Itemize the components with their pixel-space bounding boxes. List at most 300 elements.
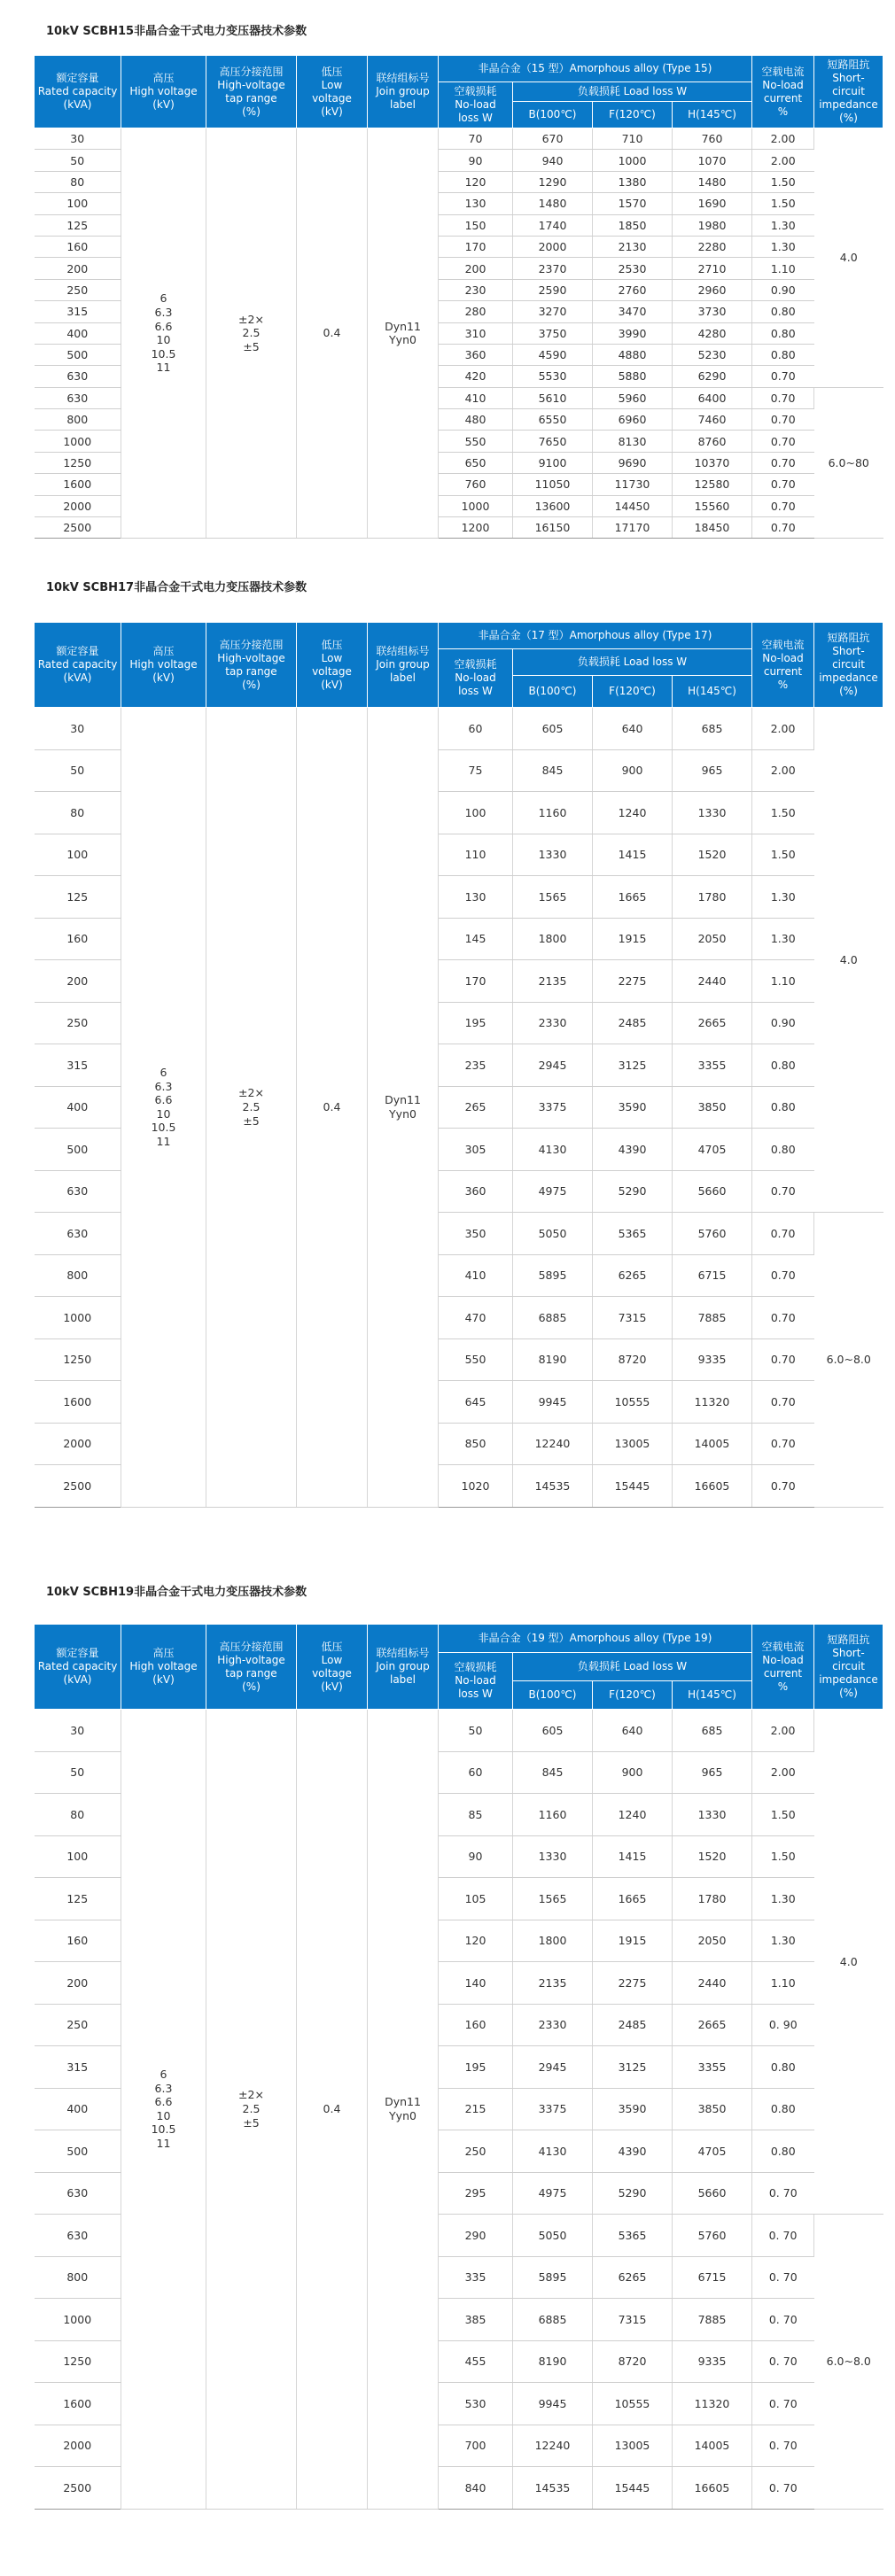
load-loss-b-cell: 5610 xyxy=(513,387,593,408)
noload-current-cell: 0.80 xyxy=(752,1129,814,1171)
noload-current-cell: 1.10 xyxy=(752,258,814,279)
load-loss-f-cell: 5290 xyxy=(593,2172,673,2215)
noload-current-cell: 0.80 xyxy=(752,1086,814,1129)
load-loss-h-cell: 5230 xyxy=(673,344,752,365)
rated-capacity-cell: 100 xyxy=(35,1835,121,1878)
header-join-group: 联结组标号 Join group label xyxy=(368,1625,439,1710)
load-loss-h-cell: 6400 xyxy=(673,387,752,408)
noload-current-cell: 0.70 xyxy=(752,1297,814,1339)
load-loss-f-cell: 17170 xyxy=(593,517,673,539)
load-loss-f-cell: 4390 xyxy=(593,1129,673,1171)
noload-current-cell: 2.00 xyxy=(752,708,814,750)
load-loss-b-cell: 940 xyxy=(513,150,593,171)
rated-capacity-cell: 1000 xyxy=(35,2299,121,2341)
header-impedance: 短路阻抗 Short- circuit impedance (%) xyxy=(814,1625,883,1710)
noload-loss-cell: 195 xyxy=(439,2046,513,2089)
noload-current-cell: 0.70 xyxy=(752,517,814,539)
load-loss-h-cell: 3850 xyxy=(673,1086,752,1129)
load-loss-h-cell: 1980 xyxy=(673,214,752,236)
load-loss-b-cell: 5895 xyxy=(513,2256,593,2299)
header-high-voltage: 高压 High voltage (kV) xyxy=(121,56,206,128)
load-loss-h-cell: 2960 xyxy=(673,279,752,300)
rated-capacity-cell: 2000 xyxy=(35,1423,121,1465)
noload-current-cell: 0.90 xyxy=(752,1002,814,1044)
noload-current-cell: 0.80 xyxy=(752,2046,814,2089)
impedance-cell: 4.0 xyxy=(814,128,883,388)
noload-current-cell: 0.70 xyxy=(752,431,814,452)
load-loss-h-cell: 5760 xyxy=(673,1213,752,1255)
load-loss-b-cell: 3750 xyxy=(513,322,593,344)
rated-capacity-cell: 200 xyxy=(35,1962,121,2005)
load-loss-b-cell: 4975 xyxy=(513,1170,593,1213)
load-loss-f-cell: 9690 xyxy=(593,452,673,473)
load-loss-b-cell: 4975 xyxy=(513,2172,593,2215)
header-class-b: B(100℃) xyxy=(513,676,593,708)
load-loss-h-cell: 2710 xyxy=(673,258,752,279)
high-voltage-cell: 6 6.3 6.6 10 10.5 11 xyxy=(121,1710,206,2510)
noload-current-cell: 1.50 xyxy=(752,1835,814,1878)
noload-loss-cell: 700 xyxy=(439,2425,513,2467)
load-loss-f-cell: 15445 xyxy=(593,2467,673,2510)
noload-current-cell: 0.70 xyxy=(752,495,814,516)
high-voltage-cell: 6 6.3 6.6 10 10.5 11 xyxy=(121,708,206,1508)
noload-current-cell: 0.70 xyxy=(752,1254,814,1297)
rated-capacity-cell: 30 xyxy=(35,128,121,150)
load-loss-f-cell: 2130 xyxy=(593,236,673,257)
rated-capacity-cell: 630 xyxy=(35,1213,121,1255)
load-loss-b-cell: 16150 xyxy=(513,517,593,539)
rated-capacity-cell: 100 xyxy=(35,834,121,876)
load-loss-h-cell: 4280 xyxy=(673,322,752,344)
impedance-cell: 4.0 xyxy=(814,708,883,1213)
load-loss-f-cell: 5960 xyxy=(593,387,673,408)
rated-capacity-cell: 315 xyxy=(35,301,121,322)
header-low-voltage: 低压 Low voltage (kV) xyxy=(297,1625,368,1710)
load-loss-b-cell: 1800 xyxy=(513,918,593,960)
noload-loss-cell: 120 xyxy=(439,1920,513,1962)
noload-current-cell: 0.70 xyxy=(752,1381,814,1424)
noload-loss-cell: 360 xyxy=(439,344,513,365)
noload-current-cell: 1.30 xyxy=(752,1920,814,1962)
noload-loss-cell: 530 xyxy=(439,2383,513,2425)
header-class-f: F(120℃) xyxy=(593,1681,673,1710)
header-high-voltage: 高压 High voltage (kV) xyxy=(121,1625,206,1710)
noload-loss-cell: 480 xyxy=(439,409,513,431)
load-loss-h-cell: 760 xyxy=(673,128,752,150)
load-loss-b-cell: 2370 xyxy=(513,258,593,279)
rated-capacity-cell: 50 xyxy=(35,749,121,792)
header-load-loss: 负载损耗 Load loss W xyxy=(513,649,752,676)
load-loss-b-cell: 5050 xyxy=(513,2215,593,2257)
load-loss-b-cell: 2135 xyxy=(513,960,593,1003)
load-loss-h-cell: 965 xyxy=(673,1751,752,1794)
noload-loss-cell: 105 xyxy=(439,1878,513,1920)
header-rated-capacity: 额定容量 Rated capacity (kVA) xyxy=(35,56,121,128)
load-loss-f-cell: 6960 xyxy=(593,409,673,431)
noload-current-cell: 0.70 xyxy=(752,1170,814,1213)
load-loss-f-cell: 900 xyxy=(593,1751,673,1794)
load-loss-f-cell: 2760 xyxy=(593,279,673,300)
load-loss-b-cell: 4130 xyxy=(513,1129,593,1171)
load-loss-f-cell: 2530 xyxy=(593,258,673,279)
header-rated-capacity: 额定容量 Rated capacity (kVA) xyxy=(35,623,121,708)
noload-loss-cell: 295 xyxy=(439,2172,513,2215)
load-loss-f-cell: 14450 xyxy=(593,495,673,516)
load-loss-h-cell: 2050 xyxy=(673,1920,752,1962)
load-loss-h-cell: 4705 xyxy=(673,2130,752,2173)
load-loss-h-cell: 1690 xyxy=(673,193,752,214)
load-loss-f-cell: 900 xyxy=(593,749,673,792)
noload-current-cell: 2.00 xyxy=(752,150,814,171)
load-loss-f-cell: 710 xyxy=(593,128,673,150)
noload-current-cell: 0. 90 xyxy=(752,2004,814,2046)
noload-loss-cell: 760 xyxy=(439,474,513,495)
impedance-cell: 6.0~80 xyxy=(814,387,883,539)
noload-loss-cell: 140 xyxy=(439,1962,513,2005)
load-loss-b-cell: 605 xyxy=(513,708,593,750)
noload-loss-cell: 410 xyxy=(439,387,513,408)
rated-capacity-cell: 500 xyxy=(35,344,121,365)
load-loss-f-cell: 3125 xyxy=(593,2046,673,2089)
load-loss-f-cell: 7315 xyxy=(593,2299,673,2341)
header-alloy-type: 非晶合金（15 型）Amorphous alloy (Type 15) xyxy=(439,56,752,82)
load-loss-f-cell: 1000 xyxy=(593,150,673,171)
load-loss-f-cell: 2485 xyxy=(593,1002,673,1044)
load-loss-h-cell: 6715 xyxy=(673,1254,752,1297)
load-loss-h-cell: 11320 xyxy=(673,1381,752,1424)
header-low-voltage: 低压 Low voltage (kV) xyxy=(297,56,368,128)
load-loss-b-cell: 2590 xyxy=(513,279,593,300)
rated-capacity-cell: 80 xyxy=(35,171,121,192)
noload-loss-cell: 290 xyxy=(439,2215,513,2257)
load-loss-h-cell: 4705 xyxy=(673,1129,752,1171)
header-alloy-type: 非晶合金（19 型）Amorphous alloy (Type 19) xyxy=(439,1625,752,1653)
noload-loss-cell: 650 xyxy=(439,452,513,473)
rated-capacity-cell: 2000 xyxy=(35,2425,121,2467)
rated-capacity-cell: 1600 xyxy=(35,2383,121,2425)
load-loss-h-cell: 6715 xyxy=(673,2256,752,2299)
noload-loss-cell: 265 xyxy=(439,1086,513,1129)
header-class-h: H(145℃) xyxy=(673,102,752,128)
noload-loss-cell: 360 xyxy=(439,1170,513,1213)
load-loss-b-cell: 3270 xyxy=(513,301,593,322)
noload-current-cell: 0.70 xyxy=(752,452,814,473)
load-loss-h-cell: 965 xyxy=(673,749,752,792)
load-loss-h-cell: 16605 xyxy=(673,2467,752,2510)
noload-loss-cell: 280 xyxy=(439,301,513,322)
header-join-group: 联结组标号 Join group label xyxy=(368,56,439,128)
noload-loss-cell: 235 xyxy=(439,1044,513,1087)
rated-capacity-cell: 250 xyxy=(35,2004,121,2046)
rated-capacity-cell: 630 xyxy=(35,2215,121,2257)
header-tap-range: 高压分接范围 High-voltage tap range (%) xyxy=(206,623,297,708)
rated-capacity-cell: 160 xyxy=(35,1920,121,1962)
noload-loss-cell: 550 xyxy=(439,1338,513,1381)
load-loss-h-cell: 1480 xyxy=(673,171,752,192)
load-loss-h-cell: 3850 xyxy=(673,2088,752,2130)
load-loss-f-cell: 1240 xyxy=(593,1794,673,1836)
load-loss-b-cell: 1330 xyxy=(513,1835,593,1878)
load-loss-h-cell: 2050 xyxy=(673,918,752,960)
noload-loss-cell: 645 xyxy=(439,1381,513,1424)
load-loss-f-cell: 5880 xyxy=(593,366,673,387)
noload-current-cell: 0.70 xyxy=(752,474,814,495)
noload-current-cell: 0.70 xyxy=(752,1465,814,1508)
noload-current-cell: 1.50 xyxy=(752,171,814,192)
load-loss-f-cell: 8720 xyxy=(593,1338,673,1381)
noload-current-cell: 0. 70 xyxy=(752,2467,814,2510)
rated-capacity-cell: 315 xyxy=(35,2046,121,2089)
noload-current-cell: 0. 70 xyxy=(752,2299,814,2341)
load-loss-b-cell: 12240 xyxy=(513,2425,593,2467)
rated-capacity-cell: 30 xyxy=(35,708,121,750)
rated-capacity-cell: 80 xyxy=(35,1794,121,1836)
load-loss-f-cell: 5290 xyxy=(593,1170,673,1213)
rated-capacity-cell: 1250 xyxy=(35,1338,121,1381)
load-loss-h-cell: 15560 xyxy=(673,495,752,516)
noload-current-cell: 1.30 xyxy=(752,1878,814,1920)
noload-loss-cell: 85 xyxy=(439,1794,513,1836)
load-loss-f-cell: 2275 xyxy=(593,960,673,1003)
load-loss-f-cell: 3590 xyxy=(593,2088,673,2130)
noload-loss-cell: 250 xyxy=(439,2130,513,2173)
noload-current-cell: 0.70 xyxy=(752,1423,814,1465)
load-loss-b-cell: 3375 xyxy=(513,1086,593,1129)
rated-capacity-cell: 500 xyxy=(35,2130,121,2173)
rated-capacity-cell: 125 xyxy=(35,214,121,236)
rated-capacity-cell: 125 xyxy=(35,876,121,919)
noload-current-cell: 0.70 xyxy=(752,366,814,387)
load-loss-b-cell: 5530 xyxy=(513,366,593,387)
rated-capacity-cell: 50 xyxy=(35,150,121,171)
load-loss-b-cell: 2945 xyxy=(513,2046,593,2089)
load-loss-h-cell: 1070 xyxy=(673,150,752,171)
load-loss-b-cell: 13600 xyxy=(513,495,593,516)
noload-loss-cell: 170 xyxy=(439,960,513,1003)
load-loss-b-cell: 8190 xyxy=(513,1338,593,1381)
noload-current-cell: 0.80 xyxy=(752,344,814,365)
header-noload-current: 空载电流 No-load current % xyxy=(752,623,814,708)
noload-loss-cell: 110 xyxy=(439,834,513,876)
load-loss-f-cell: 640 xyxy=(593,1710,673,1752)
header-alloy-type: 非晶合金（17 型）Amorphous alloy (Type 17) xyxy=(439,623,752,649)
header-noload-current: 空载电流 No-load current % xyxy=(752,56,814,128)
noload-loss-cell: 120 xyxy=(439,171,513,192)
load-loss-b-cell: 12240 xyxy=(513,1423,593,1465)
rated-capacity-cell: 800 xyxy=(35,1254,121,1297)
rated-capacity-cell: 250 xyxy=(35,1002,121,1044)
noload-current-cell: 0. 70 xyxy=(752,2383,814,2425)
rated-capacity-cell: 250 xyxy=(35,279,121,300)
header-class-b: B(100℃) xyxy=(513,1681,593,1710)
load-loss-f-cell: 1570 xyxy=(593,193,673,214)
load-loss-f-cell: 5365 xyxy=(593,1213,673,1255)
load-loss-b-cell: 4590 xyxy=(513,344,593,365)
load-loss-h-cell: 3730 xyxy=(673,301,752,322)
load-loss-b-cell: 2330 xyxy=(513,2004,593,2046)
noload-loss-cell: 385 xyxy=(439,2299,513,2341)
load-loss-f-cell: 4390 xyxy=(593,2130,673,2173)
noload-loss-cell: 410 xyxy=(439,1254,513,1297)
noload-current-cell: 0.80 xyxy=(752,322,814,344)
load-loss-f-cell: 15445 xyxy=(593,1465,673,1508)
load-loss-f-cell: 13005 xyxy=(593,2425,673,2467)
noload-loss-cell: 130 xyxy=(439,193,513,214)
load-loss-h-cell: 2665 xyxy=(673,2004,752,2046)
noload-current-cell: 1.10 xyxy=(752,960,814,1003)
load-loss-h-cell: 7460 xyxy=(673,409,752,431)
noload-current-cell: 0. 70 xyxy=(752,2425,814,2467)
noload-current-cell: 0.70 xyxy=(752,387,814,408)
header-load-loss: 负载损耗 Load loss W xyxy=(513,82,752,102)
rated-capacity-cell: 1000 xyxy=(35,1297,121,1339)
load-loss-h-cell: 5660 xyxy=(673,1170,752,1213)
load-loss-h-cell: 10370 xyxy=(673,452,752,473)
load-loss-h-cell: 8760 xyxy=(673,431,752,452)
load-loss-f-cell: 3990 xyxy=(593,322,673,344)
load-loss-b-cell: 8190 xyxy=(513,2340,593,2383)
load-loss-h-cell: 5660 xyxy=(673,2172,752,2215)
load-loss-h-cell: 1520 xyxy=(673,834,752,876)
header-noload-current: 空载电流 No-load current % xyxy=(752,1625,814,1710)
noload-current-cell: 1.30 xyxy=(752,236,814,257)
load-loss-f-cell: 2485 xyxy=(593,2004,673,2046)
load-loss-h-cell: 1330 xyxy=(673,792,752,834)
noload-loss-cell: 75 xyxy=(439,749,513,792)
load-loss-b-cell: 9945 xyxy=(513,2383,593,2425)
load-loss-f-cell: 1665 xyxy=(593,876,673,919)
load-loss-h-cell: 5760 xyxy=(673,2215,752,2257)
load-loss-b-cell: 2000 xyxy=(513,236,593,257)
noload-current-cell: 0.80 xyxy=(752,1044,814,1087)
load-loss-f-cell: 2275 xyxy=(593,1962,673,2005)
header-class-h: H(145℃) xyxy=(673,1681,752,1710)
noload-loss-cell: 60 xyxy=(439,708,513,750)
noload-loss-cell: 195 xyxy=(439,1002,513,1044)
load-loss-f-cell: 8720 xyxy=(593,2340,673,2383)
noload-loss-cell: 840 xyxy=(439,2467,513,2510)
noload-loss-cell: 70 xyxy=(439,128,513,150)
load-loss-b-cell: 6885 xyxy=(513,1297,593,1339)
load-loss-f-cell: 1380 xyxy=(593,171,673,192)
load-loss-f-cell: 1415 xyxy=(593,834,673,876)
load-loss-f-cell: 7315 xyxy=(593,1297,673,1339)
load-loss-b-cell: 2135 xyxy=(513,1962,593,2005)
table-row xyxy=(35,1710,883,1752)
rated-capacity-cell: 400 xyxy=(35,2088,121,2130)
rated-capacity-cell: 1250 xyxy=(35,452,121,473)
noload-loss-cell: 200 xyxy=(439,258,513,279)
header-tap-range: 高压分接范围 High-voltage tap range (%) xyxy=(206,1625,297,1710)
load-loss-f-cell: 10555 xyxy=(593,1381,673,1424)
noload-loss-cell: 1000 xyxy=(439,495,513,516)
load-loss-f-cell: 6265 xyxy=(593,2256,673,2299)
load-loss-f-cell: 4880 xyxy=(593,344,673,365)
header-impedance: 短路阻抗 Short- circuit impedance (%) xyxy=(814,56,883,128)
load-loss-f-cell: 11730 xyxy=(593,474,673,495)
load-loss-b-cell: 1565 xyxy=(513,1878,593,1920)
load-loss-h-cell: 3355 xyxy=(673,1044,752,1087)
section-title: 10kV SCBH17非晶合金干式电力变压器技术参数 xyxy=(46,581,307,594)
load-loss-f-cell: 10555 xyxy=(593,2383,673,2425)
load-loss-b-cell: 5895 xyxy=(513,1254,593,1297)
rated-capacity-cell: 1000 xyxy=(35,431,121,452)
rated-capacity-cell: 1600 xyxy=(35,1381,121,1424)
header-noload-loss: 空载损耗 No-load loss W xyxy=(439,649,513,708)
noload-loss-cell: 90 xyxy=(439,1835,513,1878)
load-loss-h-cell: 14005 xyxy=(673,1423,752,1465)
load-loss-f-cell: 1240 xyxy=(593,792,673,834)
rated-capacity-cell: 400 xyxy=(35,322,121,344)
load-loss-f-cell: 3125 xyxy=(593,1044,673,1087)
load-loss-f-cell: 6265 xyxy=(593,1254,673,1297)
load-loss-b-cell: 1290 xyxy=(513,171,593,192)
load-loss-f-cell: 3590 xyxy=(593,1086,673,1129)
noload-current-cell: 0.80 xyxy=(752,301,814,322)
noload-current-cell: 1.30 xyxy=(752,876,814,919)
noload-loss-cell: 1200 xyxy=(439,517,513,539)
rated-capacity-cell: 1250 xyxy=(35,2340,121,2383)
join-group-cell: Dyn11 Yyn0 xyxy=(368,1710,439,2510)
noload-loss-cell: 145 xyxy=(439,918,513,960)
spec-table xyxy=(34,55,883,539)
load-loss-b-cell: 1740 xyxy=(513,214,593,236)
load-loss-h-cell: 685 xyxy=(673,708,752,750)
rated-capacity-cell: 50 xyxy=(35,1751,121,1794)
noload-current-cell: 0. 70 xyxy=(752,2215,814,2257)
load-loss-h-cell: 1520 xyxy=(673,1835,752,1878)
noload-loss-cell: 550 xyxy=(439,431,513,452)
load-loss-h-cell: 16605 xyxy=(673,1465,752,1508)
noload-current-cell: 0.90 xyxy=(752,279,814,300)
rated-capacity-cell: 500 xyxy=(35,1129,121,1171)
rated-capacity-cell: 80 xyxy=(35,792,121,834)
rated-capacity-cell: 2500 xyxy=(35,2467,121,2510)
load-loss-b-cell: 1800 xyxy=(513,1920,593,1962)
noload-current-cell: 0.80 xyxy=(752,2130,814,2173)
tap-range-cell: ±2× 2.5 ±5 xyxy=(206,708,297,1508)
noload-loss-cell: 50 xyxy=(439,1710,513,1752)
load-loss-h-cell: 2440 xyxy=(673,1962,752,2005)
load-loss-b-cell: 845 xyxy=(513,1751,593,1794)
noload-current-cell: 1.50 xyxy=(752,193,814,214)
load-loss-b-cell: 14535 xyxy=(513,1465,593,1508)
noload-current-cell: 0. 70 xyxy=(752,2256,814,2299)
tap-range-cell: ±2× 2.5 ±5 xyxy=(206,1710,297,2510)
header-noload-loss: 空载损耗 No-load loss W xyxy=(439,82,513,128)
rated-capacity-cell: 630 xyxy=(35,387,121,408)
low-voltage-cell: 0.4 xyxy=(297,1710,368,2510)
load-loss-h-cell: 3355 xyxy=(673,2046,752,2089)
header-high-voltage: 高压 High voltage (kV) xyxy=(121,623,206,708)
noload-loss-cell: 100 xyxy=(439,792,513,834)
load-loss-b-cell: 1330 xyxy=(513,834,593,876)
header-class-h: H(145℃) xyxy=(673,676,752,708)
rated-capacity-cell: 200 xyxy=(35,960,121,1003)
load-loss-f-cell: 3470 xyxy=(593,301,673,322)
join-group-cell: Dyn11 Yyn0 xyxy=(368,128,439,539)
load-loss-f-cell: 1915 xyxy=(593,918,673,960)
load-loss-b-cell: 2330 xyxy=(513,1002,593,1044)
noload-loss-cell: 850 xyxy=(439,1423,513,1465)
noload-current-cell: 0.80 xyxy=(752,2088,814,2130)
rated-capacity-cell: 160 xyxy=(35,918,121,960)
load-loss-h-cell: 9335 xyxy=(673,2340,752,2383)
noload-loss-cell: 160 xyxy=(439,2004,513,2046)
low-voltage-cell: 0.4 xyxy=(297,708,368,1508)
load-loss-f-cell: 1665 xyxy=(593,1878,673,1920)
rated-capacity-cell: 160 xyxy=(35,236,121,257)
